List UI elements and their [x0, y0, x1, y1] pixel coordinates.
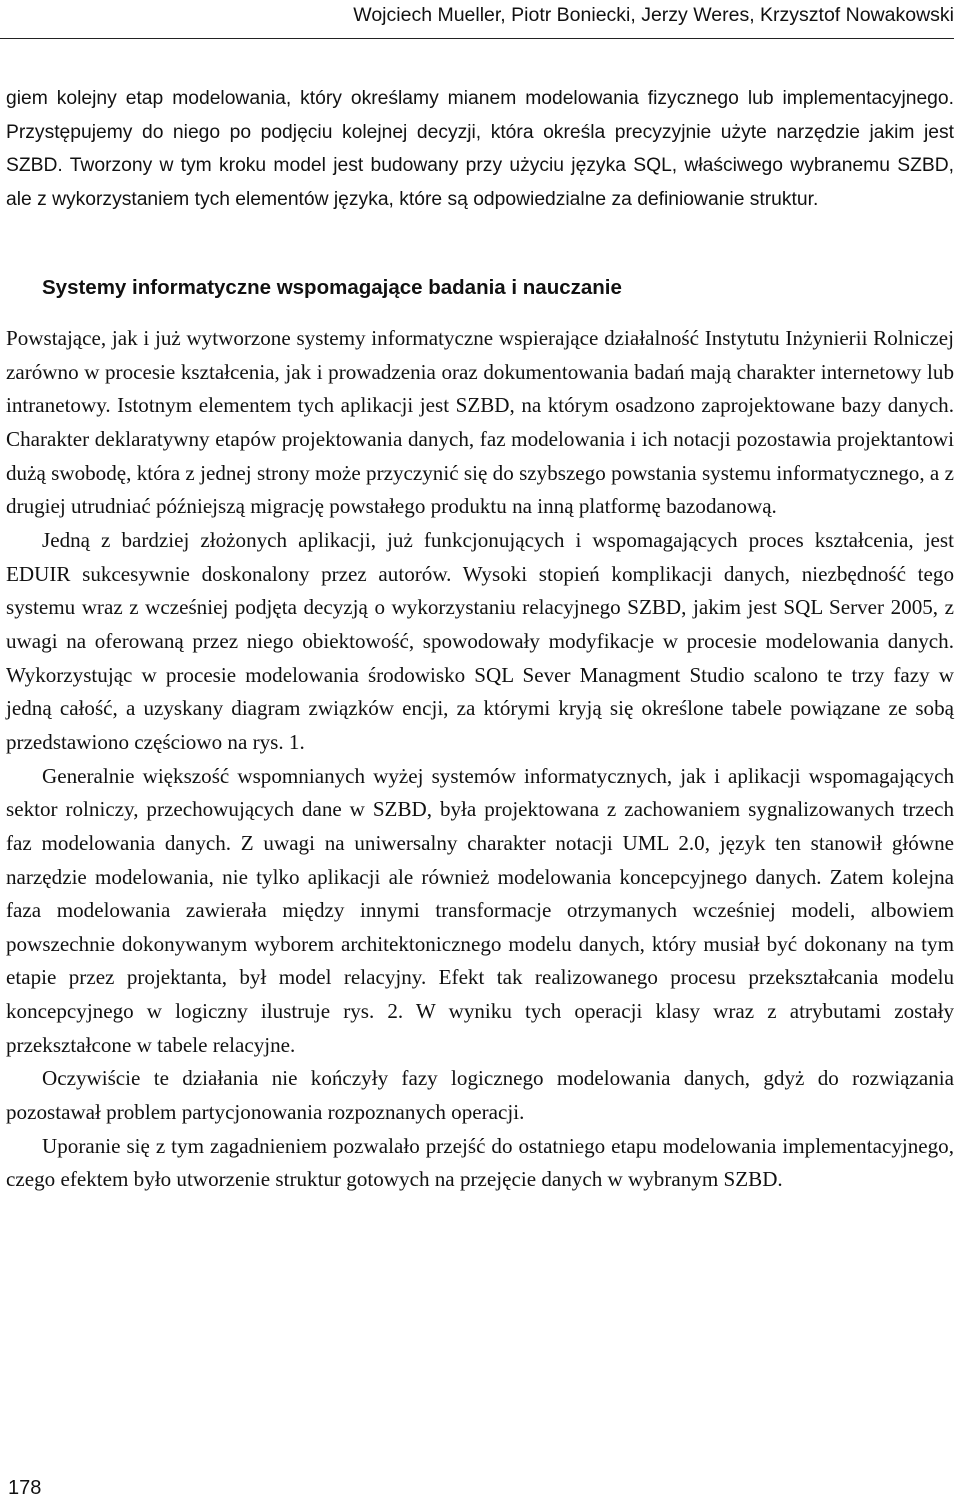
body-paragraph-1: Powstające, jak i już wytworzone systemy informatyczne wspierające działalność Instytutu Inżynierii Rolniczej zarówno w procesie kształcenia, jak i prowadzenia oraz dokumentowania badań mają charakter internetowy lub intranetowy. Istotnym elementem tych aplikacji jest SZBD, na którym osadzono zaprojektowane bazy danych. Charakter deklaratywny etapów projektowania danych, faz modelowania i ich notacji pozostawia projektantowi dużą swobodę, która z jednej strony może przyczynić się do szybszego powstania systemu informatycznego, a z drugiej utrudniać późniejszą migrację powstałego produktu na inną platformę bazodanową.	[6, 326, 954, 519]
body-paragraph-5: Uporanie się z tym zagadnieniem pozwalało przejść do ostatniego etapu modelowania implementacyjnego, czego efektem było utworzenie struktur gotowych na przejęcie danych w wybranym SZBD.	[6, 1133, 954, 1192]
header-authors: Wojciech Mueller, Piotr Boniecki, Jerzy Weres, Krzysztof Nowakowski	[353, 4, 954, 26]
page-number: 178	[8, 1477, 42, 1499]
body-paragraph-4: Oczywiście te działania nie kończyły fazy logicznego modelowania danych, gdyż do rozwiązania pozostawał problem partycjonowania rozpoznanych operacji.	[6, 1066, 954, 1125]
section-heading: Systemy informatyczne wspomagające badania i nauczanie	[42, 276, 622, 299]
section-body	[6, 322, 954, 1197]
running-header	[0, 0, 954, 39]
intro-paragraph: giem kolejny etap modelowania, który określamy mianem modelowania fizycznego lub implementacyjnego. Przystępujemy do niego po podjęciu kolejnej decyzji, która określa precyzyjnie użyte narzędzie jakim jest SZBD. Tworzony w tym kroku model jest budowany przy użyciu języka SQL, właściwego wybranemu SZBD, ale z wykorzystaniem tych elementów języka, które są odpowiedzialne za definiowanie struktur.	[6, 88, 954, 211]
body-paragraph-2: Jedną z bardziej złożonych aplikacji, już funkcjonujących i wspomagających proces kształcenia, jest EDUIR sukcesywnie doskonalony przez autorów. Wysoki stopień komplikacji danych, niezbędność tego systemu wraz z wcześniej podjęta decyzją o wykorzystaniu relacyjnego SZBD, jakim jest SQL Server 2005, z uwagi na oferowaną przez niego obiektowość, spowodowały modyfikacje w procesie modelowania danych. Wykorzystując w procesie modelowania środowisko SQL Sever Managment Studio scalono te trzy fazy w jedną całość, a uzyskany diagram związków encji, za którymi kryją się określone tabele powiązane ze sobą przedstawiono częściowo na rys. 1.	[6, 527, 954, 754]
body-paragraph-3: Generalnie większość wspomnianych wyżej systemów informatycznych, jak i aplikacji wspomagających sektor rolniczy, przechowujących dane w SZBD, była projektowana z zachowaniem sygnalizowanych trzech faz modelowania danych. Z uwagi na uniwersalny charakter notacji UML 2.0, język ten stanowił główne narzędzie modelowania, nie tylko aplikacji ale również modelowania koncepcyjnego danych. Zatem kolejna faza modelowania zawierała między innymi transformacje otrzymanych wcześniej modeli, albowiem powszechnie dokonywanym wyborem architektonicznego modelu danych, który musiał być dokonany na tym etapie przez projektanta, był model relacyjny. Efekt tak realizowanego procesu przekształcania modelu koncepcyjnego w logiczny ilustruje rys. 2. W wyniku tych operacji klasy wraz z atrybutami zostały przekształcone w tabele relacyjne.	[6, 763, 954, 1057]
